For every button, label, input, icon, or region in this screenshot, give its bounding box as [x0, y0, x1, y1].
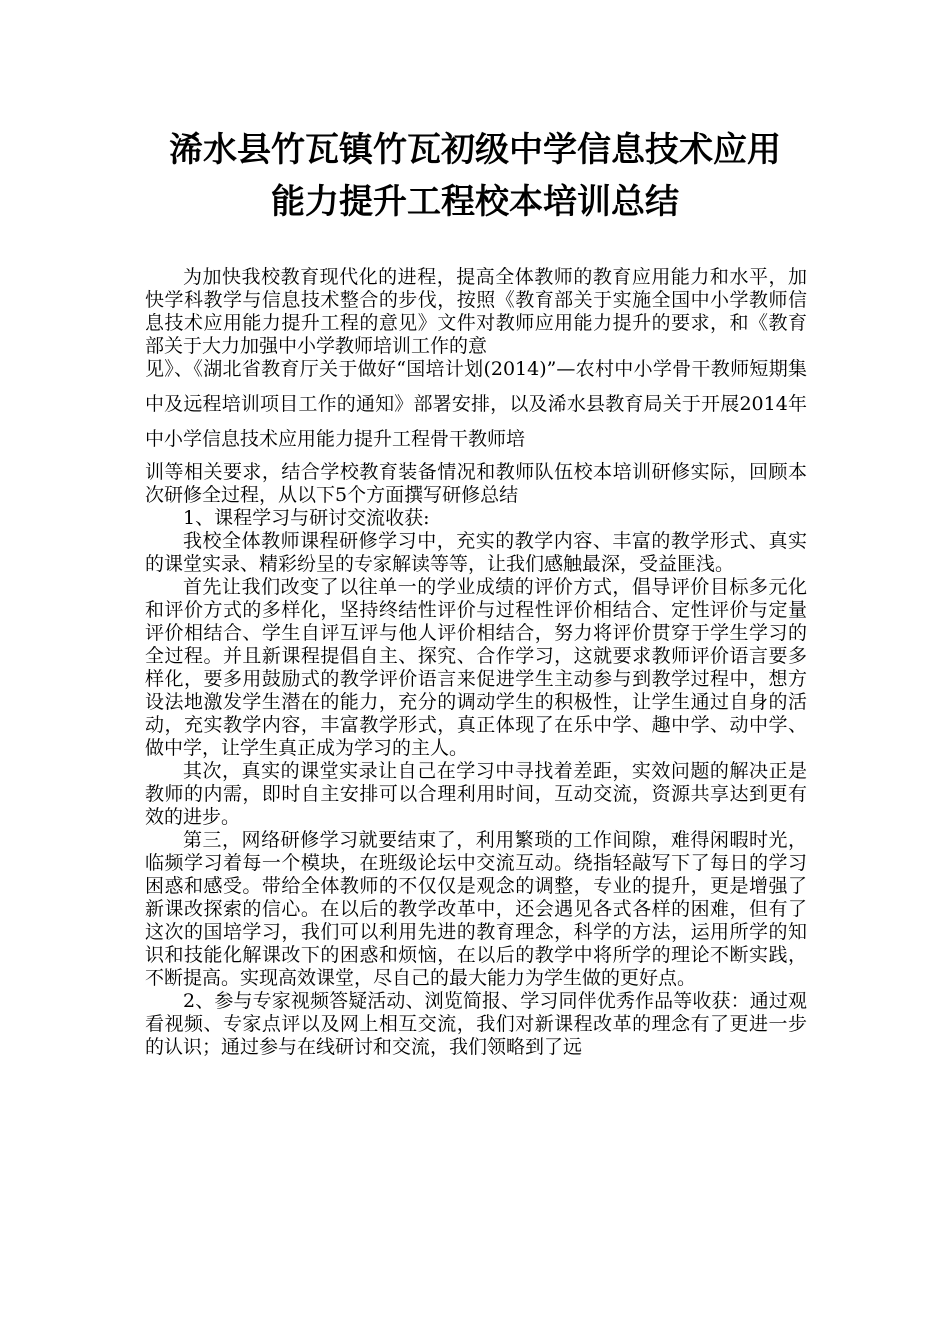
- intro-paragraph-part-3: 训等相关要求，结合学校教育装备情况和教师队伍校本培训研修实际，回顾本次研修全过程，从以下5个方面撰写研修总结: [145, 461, 807, 506]
- intro-paragraph-part-1: 为加快我校教育现代化的进程，提高全体教师的教育应用能力和水平，加快学科教学与信息技术整合的步伐，按照《教育部关于实施全国中小学教师信息技术应用能力提升工程的意见》文件对教师应用能力提升的要求，和《教育部关于大力加强中小学教师培训工作的意: [145, 266, 807, 357]
- document-body: [145, 266, 807, 1059]
- section-1-paragraph-1: 我校全体教师课程研修学习中，充实的教学内容、丰富的教学形式、真实的课堂实录、精彩纷呈的专家解读等等，让我们感触最深，受益匪浅。: [145, 530, 807, 575]
- section-1-paragraph-3: 其次，真实的课堂实录让自己在学习中寻找着差距，实效问题的解决正是教师的内需，即时自主安排可以合理利用时间，互动交流，资源共享达到更有效的进步。: [145, 760, 807, 828]
- document-title-line-2: 能力提升工程校本培训总结: [271, 182, 679, 222]
- section-2-paragraph: 2、参与专家视频答疑活动、浏览简报、学习同伴优秀作品等收获：通过观看视频、专家点评以及网上相互交流，我们对新课程改革的理念有了更进一步的认识；通过参与在线研讨和交流，我们领略到了远: [145, 990, 807, 1058]
- section-1-paragraph-4: 第三，网络研修学习就要结束了，利用繁琐的工作间隙，难得闲暇时光，临频学习着每一个模块，在班级论坛中交流互动。绕指轻敲写下了每日的学习困惑和感受。带给全体教师的不仅仅是观念的调整，专业的提升，更是增强了新课改探索的信心。在以后的教学改革中，还会遇见各式各样的困难，但有了这次的国培学习，我们可以利用先进的教育理念，科学的方法，运用所学的知识和技能化解课改下的困惑和烦恼，在以后的教学中将所学的理论不断实践，不断提高。实现高效课堂，尽自己的最大能力为学生做的更好点。: [145, 829, 807, 989]
- document-title-line-1: 浠水县竹瓦镇竹瓦初级中学信息技术应用: [169, 130, 781, 170]
- section-1-heading: 1、课程学习与研讨交流收获:: [183, 507, 430, 529]
- section-1-paragraph-2: 首先让我们改变了以往单一的学业成绩的评价方式，倡导评价目标多元化和评价方式的多样化，坚持终结性评价与过程性评价相结合、定性评价与定量评价相结合、学生自评互评与他人评价相结合，努力将评价贯穿于学生学习的全过程。并且新课程提倡自主、探究、合作学习，这就要求教师评价语言要多样化，要多用鼓励式的教学评价语言来促进学生主动参与到教学过程中，想方设法地激发学生潜在的能力，充分的调动学生的积极性，让学生通过自身的活动，充实教学内容，丰富教学形式，真正体现了在乐中学、趣中学、动中学、做中学，让学生真正成为学习的主人。: [145, 576, 807, 759]
- intro-paragraph-part-2: 见》、《湖北省教育厅关于做好“国培计划(2014)”—农村中小学骨干教师短期集中及远程培训项目工作的通知》部署安排，以及浠水县教育局关于开展2014年中小学信息技术应用能力提升工程骨干教师培: [145, 358, 807, 450]
